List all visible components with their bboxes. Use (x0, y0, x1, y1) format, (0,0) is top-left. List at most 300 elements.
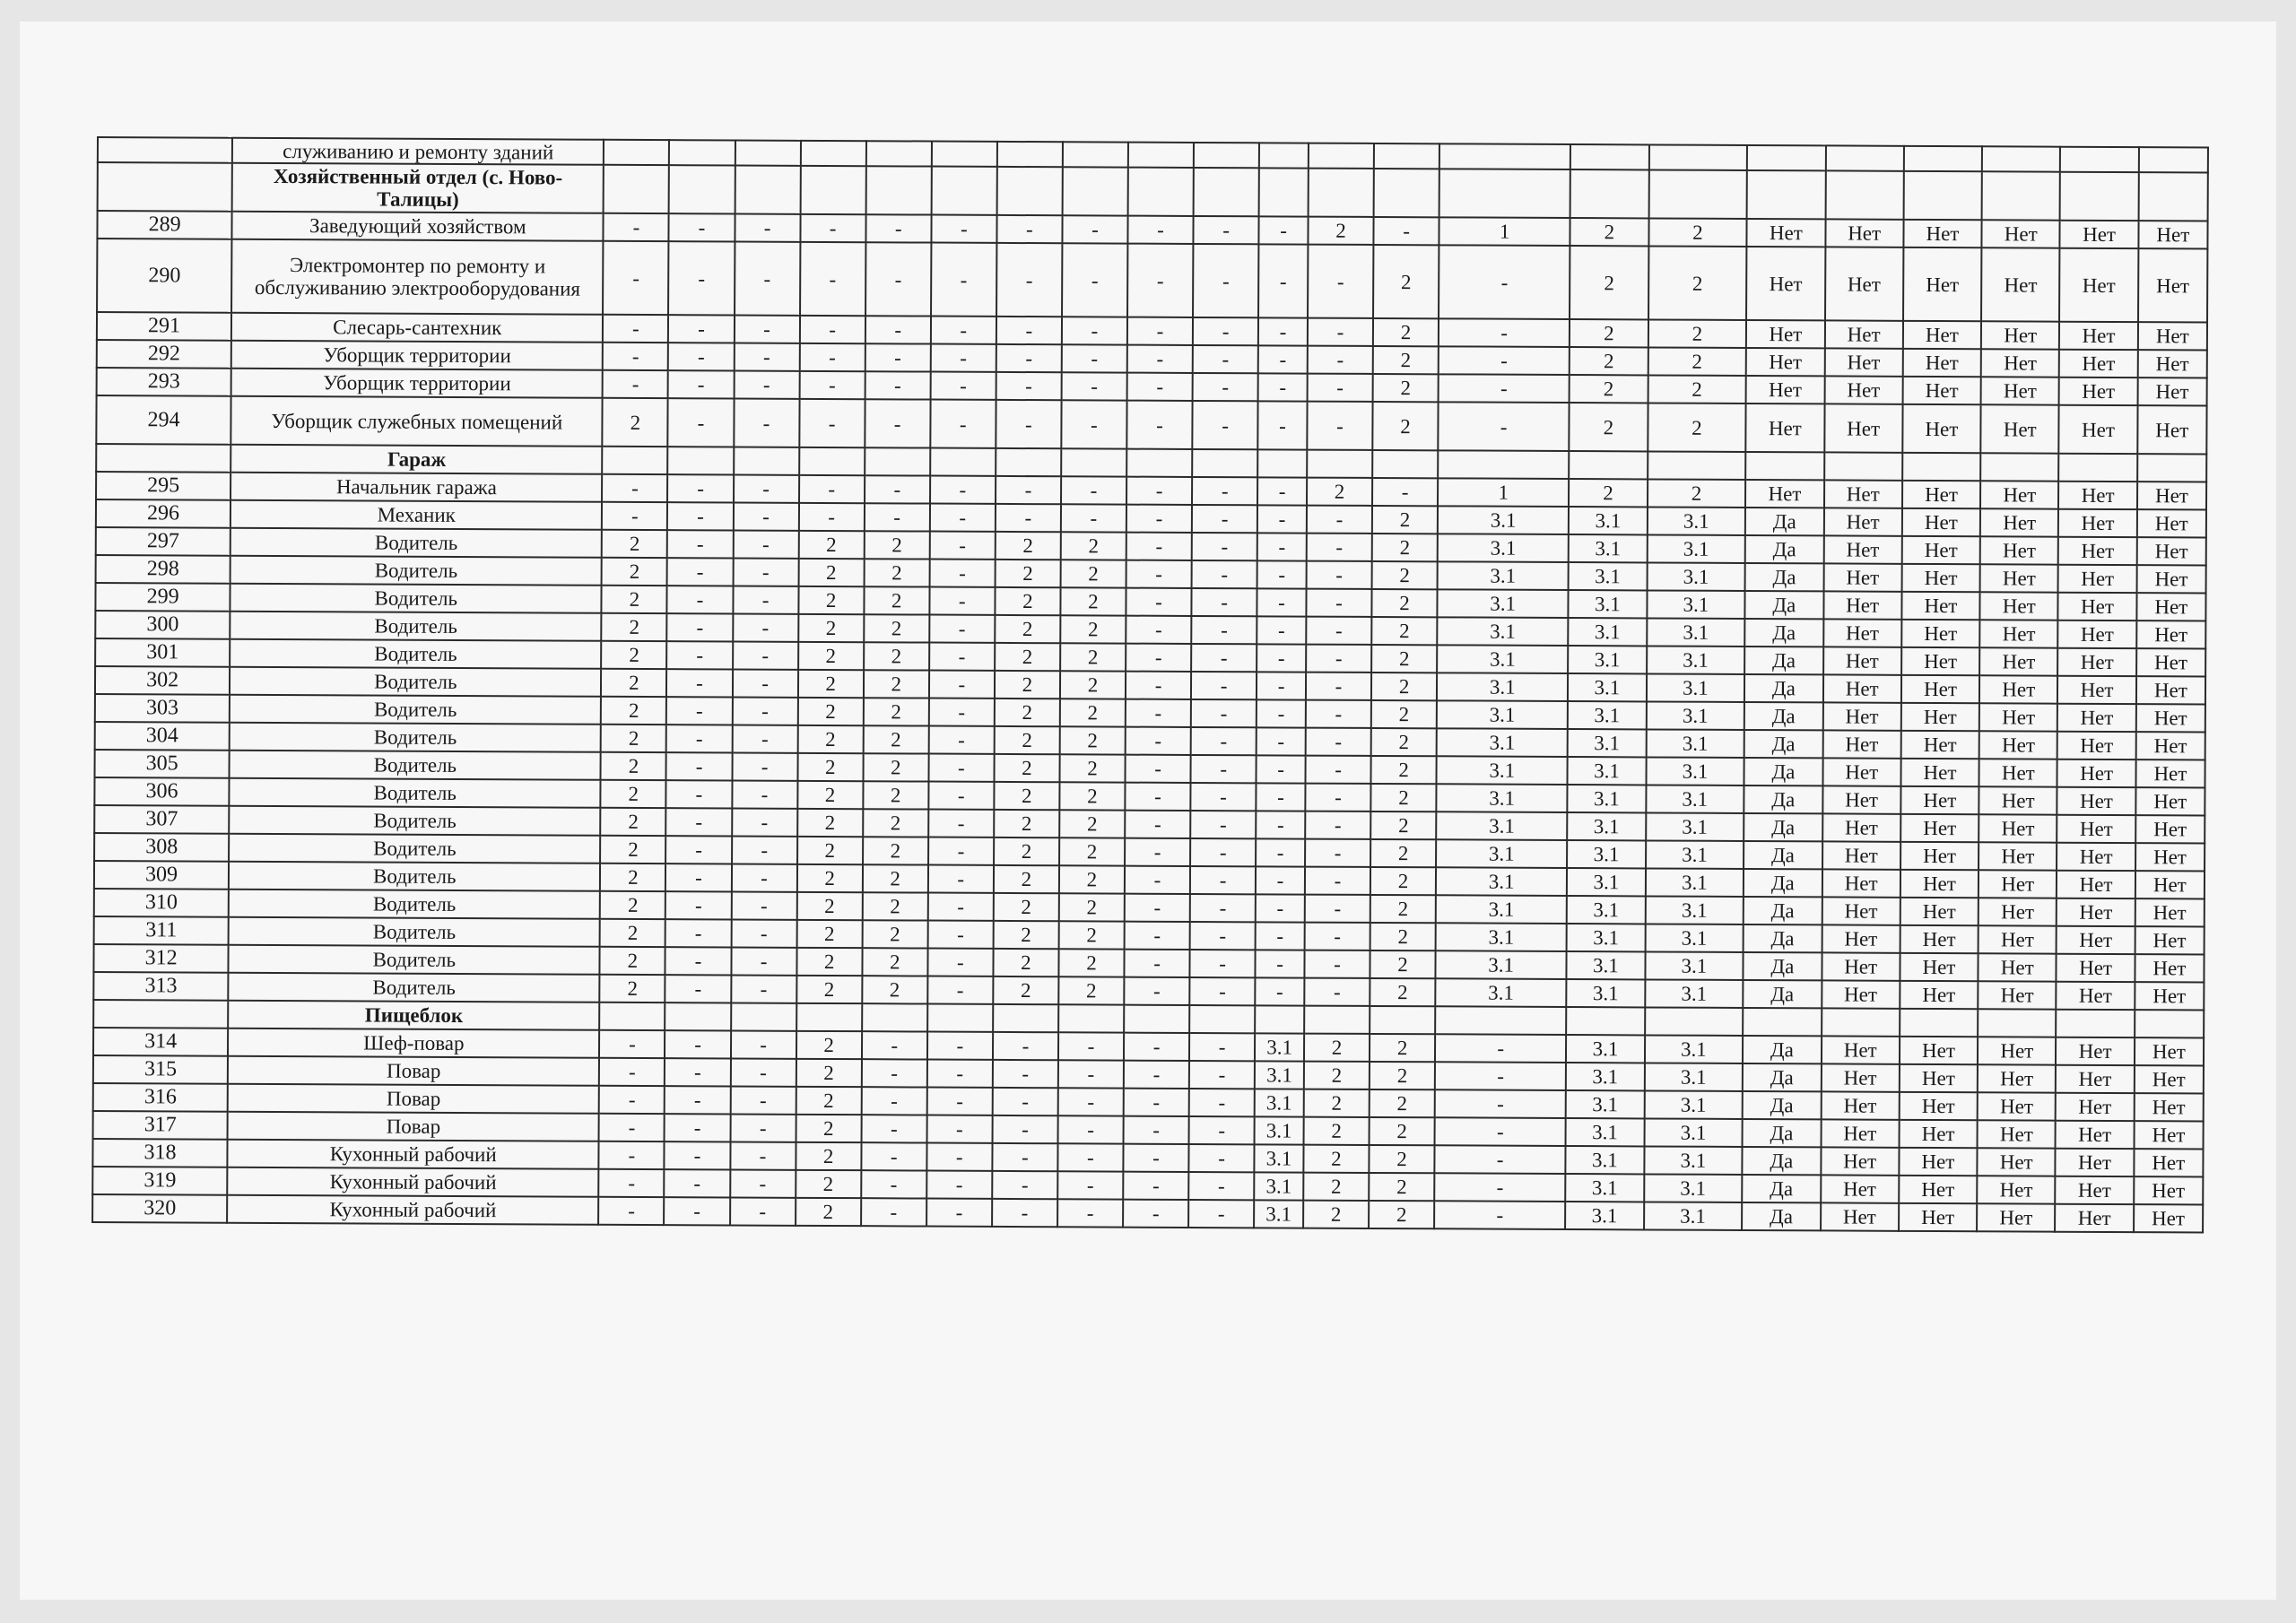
value-cell: 2 (995, 671, 1060, 699)
position-name: Водитель (230, 639, 601, 669)
value-cell: - (599, 1141, 665, 1169)
value-cell: 3.1 (1646, 785, 1744, 813)
value-cell: - (861, 1142, 926, 1170)
value-cell: 2 (1648, 246, 1747, 320)
value-cell: - (665, 1169, 730, 1197)
value-cell: - (930, 400, 996, 448)
value-cell: Нет (2058, 621, 2136, 648)
value-cell: 2 (862, 892, 927, 920)
row-number: 294 (96, 395, 230, 445)
value-cell: - (1127, 317, 1193, 345)
value-cell: - (668, 343, 734, 370)
value-cell: 2 (1370, 839, 1436, 867)
value-cell: Нет (1824, 348, 1902, 376)
value-cell: - (603, 241, 668, 315)
value-cell: Нет (2056, 1037, 2134, 1065)
value-cell: 2 (1371, 645, 1437, 673)
value-cell: 3.1 (1569, 618, 1647, 646)
value-cell: - (667, 474, 733, 502)
value-cell (930, 448, 996, 476)
value-cell: Да (1742, 1202, 1820, 1230)
value-cell: - (1304, 978, 1370, 1006)
value-cell: 3.1 (1568, 701, 1646, 729)
row-number: 297 (96, 527, 230, 556)
value-cell: - (1126, 533, 1192, 560)
value-cell: - (733, 530, 798, 558)
value-cell: - (926, 1143, 992, 1171)
value-cell: Нет (2059, 248, 2138, 322)
value-cell: - (1192, 401, 1257, 449)
value-cell: 3.1 (1255, 1144, 1304, 1172)
value-cell: 2 (1370, 812, 1436, 839)
position-name: Слесарь-сантехник (231, 313, 603, 343)
value-cell (1063, 167, 1128, 215)
value-cell (1747, 145, 1825, 170)
value-cell: Нет (2056, 1176, 2134, 1204)
value-cell: - (1126, 505, 1192, 533)
position-name: Повар (228, 1084, 599, 1114)
value-cell: 2 (995, 560, 1060, 587)
value-cell: - (1307, 561, 1372, 589)
value-cell: Нет (2057, 815, 2135, 843)
value-cell (1126, 449, 1192, 477)
value-cell: Нет (2136, 621, 2205, 648)
value-cell: 3.1 (1647, 646, 1745, 674)
value-cell: Нет (2134, 1204, 2203, 1232)
value-cell: - (733, 613, 798, 641)
value-cell: 2 (601, 780, 666, 808)
value-cell: 2 (1370, 1034, 1435, 1062)
value-cell (665, 1002, 731, 1030)
value-cell: - (1123, 1200, 1188, 1228)
value-cell: 2 (1371, 700, 1437, 728)
value-cell: - (1057, 1171, 1123, 1199)
value-cell: 2 (1373, 346, 1439, 374)
value-cell: Нет (2057, 759, 2135, 787)
value-cell: 3.1 (1645, 924, 1744, 952)
value-cell: - (669, 213, 735, 241)
value-cell: Нет (1821, 1119, 1899, 1147)
value-cell: - (598, 1197, 664, 1225)
value-cell (1124, 1005, 1189, 1033)
value-cell: 3.1 (1436, 867, 1567, 896)
value-cell: 3.1 (1644, 1090, 1743, 1119)
value-cell: 2 (797, 837, 863, 864)
value-cell: 2 (600, 891, 665, 919)
value-cell: - (799, 399, 865, 447)
value-cell: - (1435, 1034, 1566, 1063)
position-name: Водитель (230, 584, 602, 613)
value-cell: Нет (1979, 759, 2057, 786)
value-cell: 3.1 (1437, 645, 1568, 673)
value-cell: 2 (601, 641, 666, 669)
value-cell: - (1127, 216, 1193, 244)
value-cell: - (1439, 346, 1570, 375)
value-cell: - (996, 243, 1062, 317)
row-number: 311 (94, 916, 229, 945)
position-name: Электромонтер по ремонту и обслуживанию электрооборудования (231, 239, 604, 315)
value-cell: Нет (1823, 619, 1901, 647)
value-cell: - (1058, 1060, 1124, 1088)
value-cell: - (926, 1199, 992, 1227)
value-cell: 2 (1371, 673, 1437, 700)
value-cell: - (1190, 950, 1256, 977)
value-cell: - (1127, 345, 1193, 373)
value-cell: - (1257, 727, 1306, 755)
value-cell: Нет (2136, 648, 2205, 676)
value-cell: Нет (2135, 1037, 2204, 1065)
value-cell: - (665, 947, 731, 975)
value-cell: Нет (2058, 593, 2136, 621)
value-cell: - (1057, 1143, 1123, 1171)
value-cell: - (1189, 1116, 1255, 1144)
value-cell: 2 (1648, 403, 1746, 452)
value-cell: Нет (1822, 924, 1900, 952)
value-cell: Нет (1903, 247, 1982, 321)
value-cell: - (666, 808, 732, 836)
value-cell: - (1257, 588, 1307, 616)
value-cell: - (603, 315, 668, 343)
value-cell: - (602, 474, 667, 502)
value-cell: 2 (601, 697, 666, 725)
value-cell: - (1305, 923, 1370, 950)
value-cell: 3.1 (1567, 951, 1645, 979)
value-cell: - (604, 213, 669, 241)
value-cell: 3.1 (1438, 589, 1569, 618)
value-cell: 3.1 (1437, 673, 1568, 701)
value-cell: - (1123, 1172, 1188, 1200)
value-cell: - (732, 780, 797, 808)
value-cell: 2 (1304, 1062, 1370, 1089)
value-cell: 3.1 (1567, 979, 1645, 1007)
value-cell: - (928, 893, 994, 921)
value-cell: Нет (1822, 730, 1900, 758)
value-cell: - (1257, 699, 1306, 727)
value-cell: - (732, 836, 797, 864)
value-cell: Нет (2056, 1149, 2134, 1176)
value-cell: - (1256, 922, 1305, 950)
row-number (98, 162, 232, 212)
value-cell (1900, 1009, 1978, 1037)
value-cell: - (1305, 895, 1370, 923)
value-cell: Нет (2135, 926, 2204, 954)
value-cell: 2 (1648, 218, 1747, 247)
value-cell: Нет (1900, 786, 1979, 814)
value-cell: 3.1 (1646, 757, 1744, 785)
value-cell: - (734, 474, 799, 502)
value-cell: Нет (1979, 953, 2057, 981)
value-cell (734, 447, 799, 474)
value-cell: - (731, 975, 796, 1002)
row-number: 296 (96, 499, 230, 528)
value-cell: - (1438, 402, 1569, 451)
value-cell (1063, 142, 1128, 167)
value-cell: - (1305, 756, 1370, 784)
value-cell (1648, 144, 1747, 170)
value-cell: - (929, 671, 995, 699)
value-cell (1439, 143, 1570, 169)
row-number: 290 (97, 239, 232, 313)
value-cell: 2 (1303, 1173, 1369, 1201)
value-cell: - (732, 669, 797, 697)
value-cell: Нет (2136, 704, 2205, 732)
value-cell (735, 140, 800, 165)
value-cell: Нет (1903, 321, 1981, 349)
position-name: Начальник гаража (230, 473, 602, 502)
value-cell: 3.1 (1644, 1202, 1743, 1230)
value-cell: Нет (2135, 871, 2205, 898)
value-cell: - (1126, 727, 1191, 755)
value-cell: Нет (2057, 676, 2135, 704)
value-cell: 2 (600, 836, 665, 864)
position-name: Уборщик территории (231, 369, 603, 398)
value-cell: Нет (1982, 220, 2060, 247)
table-row (97, 239, 2207, 322)
value-cell: Нет (2057, 982, 2135, 1010)
value-cell: - (1190, 922, 1256, 950)
value-cell: 2 (1370, 1117, 1435, 1145)
value-cell: Нет (2059, 405, 2138, 454)
value-cell: 3.1 (1437, 617, 1568, 646)
value-cell: Нет (2137, 405, 2207, 454)
value-cell: Нет (1822, 813, 1900, 841)
value-cell: - (861, 1087, 926, 1115)
value-cell: - (732, 725, 797, 752)
value-cell (1978, 1009, 2056, 1037)
value-cell: - (1256, 866, 1305, 894)
value-cell: 3.1 (1569, 507, 1647, 534)
value-cell: 3.1 (1647, 534, 1745, 563)
value-cell: Нет (1978, 1064, 2056, 1092)
value-cell: - (1306, 645, 1371, 673)
value-cell: - (1125, 838, 1190, 866)
value-cell: 2 (864, 559, 929, 586)
value-cell: - (1305, 867, 1370, 895)
value-cell: - (1190, 811, 1256, 838)
value-cell: Нет (1979, 870, 2057, 898)
row-number: 295 (96, 472, 230, 500)
value-cell: 2 (796, 1198, 861, 1226)
value-cell: 2 (995, 726, 1060, 754)
value-cell: 2 (796, 1115, 861, 1142)
value-cell: Нет (2134, 1093, 2203, 1121)
value-cell: 3.1 (1644, 1146, 1743, 1175)
row-number: 315 (93, 1055, 228, 1084)
value-cell: 2 (994, 893, 1059, 921)
value-cell: Нет (1902, 536, 1980, 564)
value-cell: - (1124, 1089, 1189, 1116)
value-cell (669, 140, 735, 165)
value-cell: - (1305, 839, 1370, 867)
value-cell: - (733, 558, 798, 586)
value-cell: - (730, 1058, 796, 1086)
value-cell: - (667, 558, 733, 586)
value-cell: - (734, 370, 799, 398)
value-cell: 3.1 (1646, 701, 1744, 730)
value-cell: 2 (864, 670, 929, 698)
value-cell: 2 (1308, 217, 1373, 245)
value-cell: Нет (1980, 592, 2058, 620)
value-cell: - (993, 1088, 1058, 1115)
row-number: 292 (97, 340, 231, 369)
value-cell (603, 447, 668, 474)
value-cell: 2 (1059, 754, 1125, 782)
value-cell (1648, 451, 1746, 480)
value-cell: Нет (2135, 954, 2204, 982)
value-cell: 2 (864, 531, 929, 559)
value-cell: - (730, 1114, 796, 1141)
value-cell: - (1188, 1200, 1254, 1228)
value-cell: 3.1 (1647, 673, 1745, 702)
value-cell: - (1192, 533, 1257, 560)
value-cell: - (732, 697, 797, 725)
value-cell: 3.1 (1568, 785, 1646, 812)
value-cell: - (599, 1086, 665, 1114)
value-cell: Нет (1822, 980, 1900, 1008)
value-cell: Да (1744, 702, 1822, 730)
value-cell (799, 447, 865, 475)
value-cell: Нет (1978, 981, 2056, 1009)
value-cell: - (1193, 244, 1258, 317)
section-title: Гараж (230, 445, 602, 474)
value-cell: 2 (798, 586, 864, 614)
value-cell: Нет (1746, 404, 1825, 452)
value-cell: 2 (603, 398, 668, 447)
value-cell (932, 142, 997, 167)
value-cell: 3.1 (1255, 1116, 1304, 1144)
value-cell: Нет (2056, 1093, 2134, 1121)
value-cell: - (1061, 476, 1126, 504)
value-cell: 2 (1373, 245, 1439, 318)
value-cell: Нет (2134, 1121, 2203, 1149)
row-number: 307 (94, 805, 229, 834)
value-cell: 2 (1372, 534, 1438, 561)
position-name: Водитель (229, 945, 600, 975)
value-cell: - (1306, 673, 1371, 700)
row-number: 313 (93, 972, 228, 1001)
value-cell (1570, 169, 1649, 218)
value-cell: - (1257, 560, 1307, 588)
value-cell: Нет (2057, 787, 2135, 815)
value-cell: - (1191, 727, 1257, 755)
value-cell: 3.1 (1436, 950, 1567, 979)
value-cell: - (732, 808, 797, 836)
value-cell (1194, 168, 1259, 216)
value-cell: Нет (1825, 219, 1903, 247)
value-cell: - (1125, 922, 1190, 950)
value-cell (2057, 1010, 2135, 1037)
position-name: Шеф-повар (228, 1028, 599, 1058)
value-cell: 2 (1372, 561, 1438, 589)
value-cell: Нет (1902, 508, 1980, 536)
value-cell: Нет (1980, 536, 2058, 564)
position-name: Водитель (230, 528, 602, 558)
value-cell (1903, 171, 1982, 220)
row-number: 320 (92, 1194, 227, 1223)
value-cell: - (1257, 533, 1307, 560)
value-cell: 2 (862, 948, 927, 976)
value-cell: Нет (1979, 898, 2057, 925)
value-cell: - (1193, 373, 1258, 401)
value-cell: - (996, 504, 1061, 532)
value-cell: - (1306, 700, 1371, 728)
value-cell: 2 (864, 698, 929, 725)
value-cell: 3.1 (1566, 1146, 1644, 1174)
value-cell: Нет (1823, 591, 1901, 619)
value-cell (1259, 168, 1309, 216)
value-cell: 2 (600, 919, 665, 947)
value-cell: - (668, 370, 734, 398)
value-cell: - (603, 343, 668, 370)
value-cell: 2 (864, 586, 929, 614)
value-cell: - (865, 371, 930, 399)
value-cell: Нет (1824, 404, 1903, 452)
value-cell: - (1257, 505, 1307, 533)
value-cell (1569, 451, 1647, 479)
value-cell: 3.1 (1565, 1202, 1643, 1229)
value-cell: - (1256, 838, 1305, 866)
value-cell: - (1257, 644, 1306, 672)
value-cell: - (1308, 318, 1373, 346)
value-cell: 3.1 (1646, 729, 1744, 758)
value-cell: Да (1744, 897, 1822, 924)
value-cell: Нет (2059, 378, 2137, 405)
value-cell: - (599, 1030, 665, 1058)
value-cell: Нет (1981, 377, 2059, 404)
row-number: 298 (96, 555, 230, 584)
value-cell: Нет (1981, 349, 2059, 377)
value-cell: 3.1 (1645, 896, 1744, 924)
value-cell (1128, 168, 1194, 216)
value-cell: - (1192, 560, 1257, 588)
value-cell: Нет (1746, 320, 1824, 348)
value-cell: 2 (796, 1170, 861, 1198)
value-cell: Нет (2057, 871, 2135, 898)
value-cell: Нет (1980, 481, 2058, 508)
value-cell (1648, 169, 1747, 219)
value-cell (1255, 1005, 1304, 1033)
value-cell: Нет (1903, 349, 1981, 377)
value-cell: - (1189, 1089, 1255, 1116)
value-cell: 2 (1059, 810, 1125, 838)
value-cell: 3.1 (1567, 896, 1645, 924)
position-name: Уборщик служебных помещений (231, 396, 603, 447)
value-cell: 2 (1060, 615, 1126, 643)
value-cell (1743, 1008, 1821, 1036)
value-cell (2139, 147, 2208, 172)
value-cell: - (1062, 215, 1127, 243)
value-cell: - (927, 1032, 993, 1060)
row-number: 319 (92, 1167, 227, 1195)
value-cell: 3.1 (1569, 562, 1647, 590)
value-cell: Нет (2056, 1065, 2134, 1093)
value-cell: Нет (2057, 926, 2135, 954)
value-cell (2137, 454, 2206, 482)
value-cell: 2 (994, 838, 1059, 865)
value-cell: Нет (1978, 1037, 2056, 1064)
value-cell (800, 141, 865, 166)
value-cell (1439, 169, 1570, 218)
value-cell: - (1127, 244, 1193, 317)
value-cell: Нет (1979, 786, 2057, 814)
value-cell: - (992, 1115, 1057, 1143)
value-cell: Да (1744, 730, 1822, 758)
value-cell: 2 (996, 532, 1061, 560)
value-cell: 2 (862, 920, 927, 948)
value-cell: 3.1 (1438, 534, 1569, 562)
value-cell: - (665, 1114, 730, 1141)
value-cell: - (1307, 506, 1372, 534)
